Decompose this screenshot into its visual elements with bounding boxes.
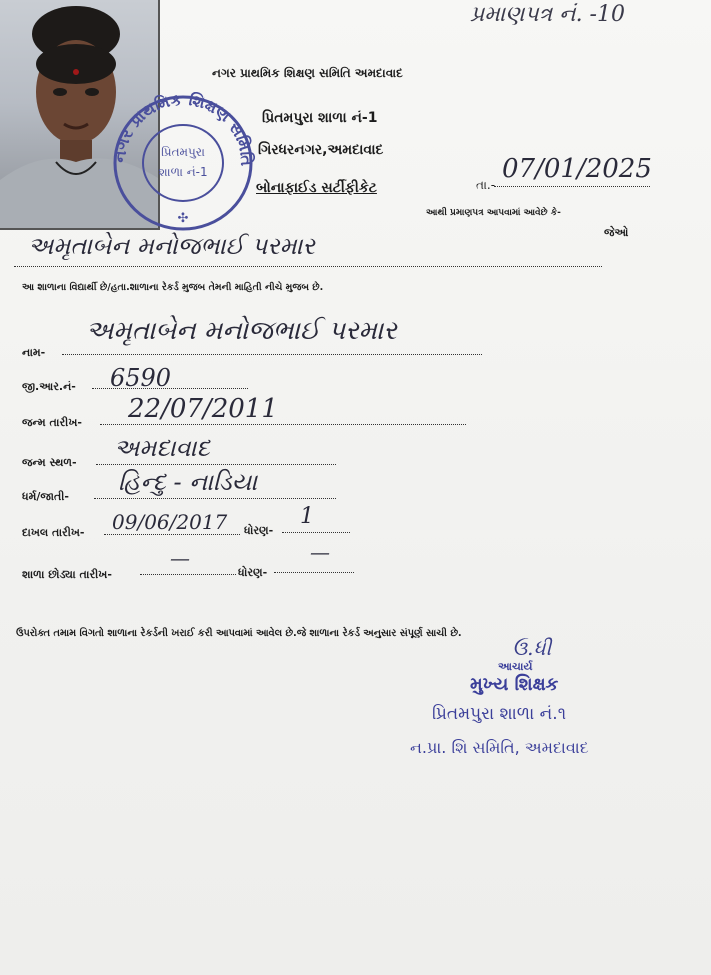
- signature-school: પ્રિતમપુરા શાળા નં.૧: [432, 704, 567, 724]
- admission-std-value: 1: [300, 504, 314, 529]
- name-value: અમૃતાબેન મનોજભાઈ પરમાર: [86, 316, 397, 346]
- name-label: નામ-: [22, 346, 46, 359]
- stamp-inner-bottom: શાળા નં-1: [158, 165, 208, 179]
- religion-caste-dots: [94, 498, 336, 499]
- dob-value: 22/07/2011: [128, 394, 278, 424]
- signature-committee: ન.પ્રા. શિ સમિતિ, અમદાવાદ: [410, 738, 589, 757]
- admission-date-dots: [104, 534, 240, 535]
- leaving-std-dots: [274, 572, 354, 573]
- stamp-inner-top: પ્રિતમપુરા: [161, 145, 205, 159]
- birthplace-dots: [96, 464, 336, 465]
- leaving-std-value: —: [310, 540, 330, 564]
- date-value: 07/01/2025: [502, 154, 652, 184]
- admission-std-label: ધોરણ-: [244, 524, 274, 537]
- dob-label: જન્મ તારીખ-: [22, 416, 82, 429]
- leaving-date-value: —: [170, 546, 190, 570]
- gr-label: જી.આર.નં-: [22, 380, 76, 393]
- signature-role-short: આચાર્ય: [498, 660, 533, 673]
- date-dots: [494, 186, 650, 187]
- svg-text:✣: ✣: [177, 211, 189, 226]
- gr-value: 6590: [110, 364, 172, 392]
- intro-dots: [14, 266, 602, 267]
- declaration-text: ઉપરોક્ત તમામ વિગતો શાળાના રેકર્ડની ખરાઈ કરી આપવામાં આવેલ છે.જે શાળાના રેકર્ડ અનુસાર સંપૂર્ણ સાચી છે.: [16, 628, 462, 639]
- intro-line2: આ શાળાના વિદ્યાર્થી છે/હતા.શાળાના રેકર્ડ મુજબ તેમની માહિતી નીચે મુજબ છે.: [22, 282, 324, 293]
- school-area: ગિરધરનગર,અમદાવાદ: [258, 142, 384, 158]
- name-dots: [62, 354, 482, 355]
- date-label: તા.-: [476, 178, 496, 192]
- school-name: પ્રિતમપુરા શાળા નં-1: [262, 110, 378, 126]
- admission-date-label: દાખલ તારીખ-: [22, 526, 85, 539]
- leaving-std-label: ધોરણ-: [238, 566, 268, 579]
- certificate-title: બોનાફાઈડ સર્ટીફીકેટ: [256, 180, 377, 196]
- leaving-date-dots: [140, 574, 236, 575]
- leaving-date-label: શાળા છોડ્યા તારીખ-: [22, 568, 112, 581]
- intro-student-name: અમૃતાબેન મનોજભાઈ પરમાર: [28, 232, 315, 260]
- religion-caste-value: હિન્દુ - નાડિયા: [118, 468, 258, 496]
- dob-dots: [100, 424, 466, 425]
- admission-std-dots: [282, 532, 350, 533]
- admission-date-value: 09/06/2017: [112, 510, 228, 534]
- certificate-number: પ્રમાણપત્ર નં. -10: [470, 2, 625, 27]
- signature-initials: ઉ.ધી: [512, 636, 552, 660]
- committee-heading: નગર પ્રાથમિક શિક્ષણ સમિતિ અમદાવાદ: [212, 66, 403, 80]
- stamp-ring-text: નગર પ્રાથમિક શિક્ષણ સમિતિ: [109, 92, 257, 167]
- intro-suffix: જેઓ: [604, 226, 629, 239]
- school-stamp: [108, 92, 258, 238]
- birthplace-label: જન્મ સ્થળ-: [22, 456, 77, 469]
- birthplace-value: અમદાવાદ: [114, 434, 210, 462]
- intro-line1: આથી પ્રમાણપત્ર આપવામાં આવેછે કે-: [426, 208, 561, 218]
- signature-role: મુખ્ય શિક્ષક: [470, 674, 559, 695]
- gr-dots: [92, 388, 248, 389]
- religion-caste-label: ધર્મ/જાતી-: [22, 490, 69, 503]
